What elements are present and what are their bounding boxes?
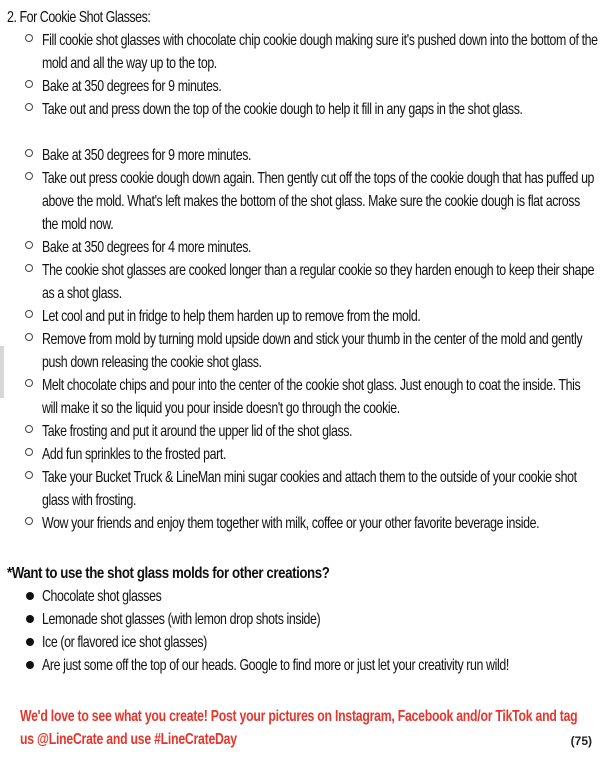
other-uses-heading: *Want to use the shot glass molds for other creations? bbox=[7, 565, 330, 582]
page-number: (75) bbox=[570, 734, 592, 748]
hollow-bullet-icon bbox=[25, 448, 33, 456]
hollow-bullet-icon bbox=[25, 172, 33, 180]
idea-text: Chocolate shot glasses bbox=[42, 588, 162, 605]
hollow-bullet-icon bbox=[25, 333, 33, 341]
step-text: Take out press cookie dough down again. Then gently cut off the tops of the cookie dough that has puffed up above the mold. What's left makes the bottom of the shot glass. Make sure the cookie dough is flat across the mold now. bbox=[42, 170, 595, 233]
idea-text: Are just some off the top of our heads. Google to find more or just let your creativity run wild! bbox=[42, 657, 509, 674]
filled-bullet-icon bbox=[26, 661, 34, 669]
step-text: Take frosting and put it around the upper lid of the shot glass. bbox=[42, 423, 353, 440]
idea-text: Ice (or flavored ice shot glasses) bbox=[42, 634, 207, 651]
hollow-bullet-icon bbox=[25, 241, 33, 249]
step-text: Remove from mold by turning mold upside down and stick your thumb in the center of the mold and gently push down releasing the cookie shot glass. bbox=[42, 331, 583, 371]
hollow-bullet-icon bbox=[25, 471, 33, 479]
hollow-bullet-icon bbox=[25, 517, 33, 525]
page-edge-mark bbox=[0, 346, 4, 398]
step-text: Fill cookie shot glasses with chocolate chip cookie dough making sure it's pushed down into the bottom of the mold and all the way up to the top. bbox=[42, 32, 598, 72]
filled-bullet-icon bbox=[26, 638, 34, 646]
hollow-bullet-icon bbox=[25, 425, 33, 433]
call-to-action: We'd love to see what you create! Post your pictures on Instagram, Facebook and/or TikTok and tag us @LineCrate and use #LineCrateDay bbox=[20, 708, 578, 748]
step-text: Melt chocolate chips and pour into the center of the cookie shot glass. Just enough to coat the inside. This will make it so the liquid you pour inside doesn't go through the cookie. bbox=[42, 377, 581, 417]
hollow-bullet-icon bbox=[25, 310, 33, 318]
hollow-bullet-icon bbox=[25, 149, 33, 157]
hollow-bullet-icon bbox=[25, 80, 33, 88]
step-text: Wow your friends and enjoy them together with milk, coffee or your other favorite beverage inside. bbox=[42, 515, 540, 532]
step-text: Take out and press down the top of the cookie dough to help it fill in any gaps in the shot glass. bbox=[42, 101, 523, 118]
hollow-bullet-icon bbox=[25, 264, 33, 272]
step-text: Add fun sprinkles to the frosted part. bbox=[42, 446, 226, 463]
step-text: Bake at 350 degrees for 9 more minutes. bbox=[42, 147, 252, 164]
step-text: Let cool and put in fridge to help them harden up to remove from the mold. bbox=[42, 308, 421, 325]
step-text: Bake at 350 degrees for 4 more minutes. bbox=[42, 239, 252, 256]
idea-text: Lemonade shot glasses (with lemon drop shots inside) bbox=[42, 611, 321, 628]
section-heading: 2. For Cookie Shot Glasses: bbox=[7, 9, 151, 26]
step-text: The cookie shot glasses are cooked longer than a regular cookie so they harden enough to keep their shape as a shot glass. bbox=[42, 262, 595, 302]
hollow-bullet-icon bbox=[25, 103, 33, 111]
step-text: Bake at 350 degrees for 9 minutes. bbox=[42, 78, 222, 95]
hollow-bullet-icon bbox=[25, 379, 33, 387]
step-text: Take your Bucket Truck & LineMan mini sugar cookies and attach them to the outside of your cookie shot glass with frosting. bbox=[42, 469, 577, 509]
filled-bullet-icon bbox=[26, 615, 34, 623]
filled-bullet-icon bbox=[26, 592, 34, 600]
hollow-bullet-icon bbox=[25, 34, 33, 42]
